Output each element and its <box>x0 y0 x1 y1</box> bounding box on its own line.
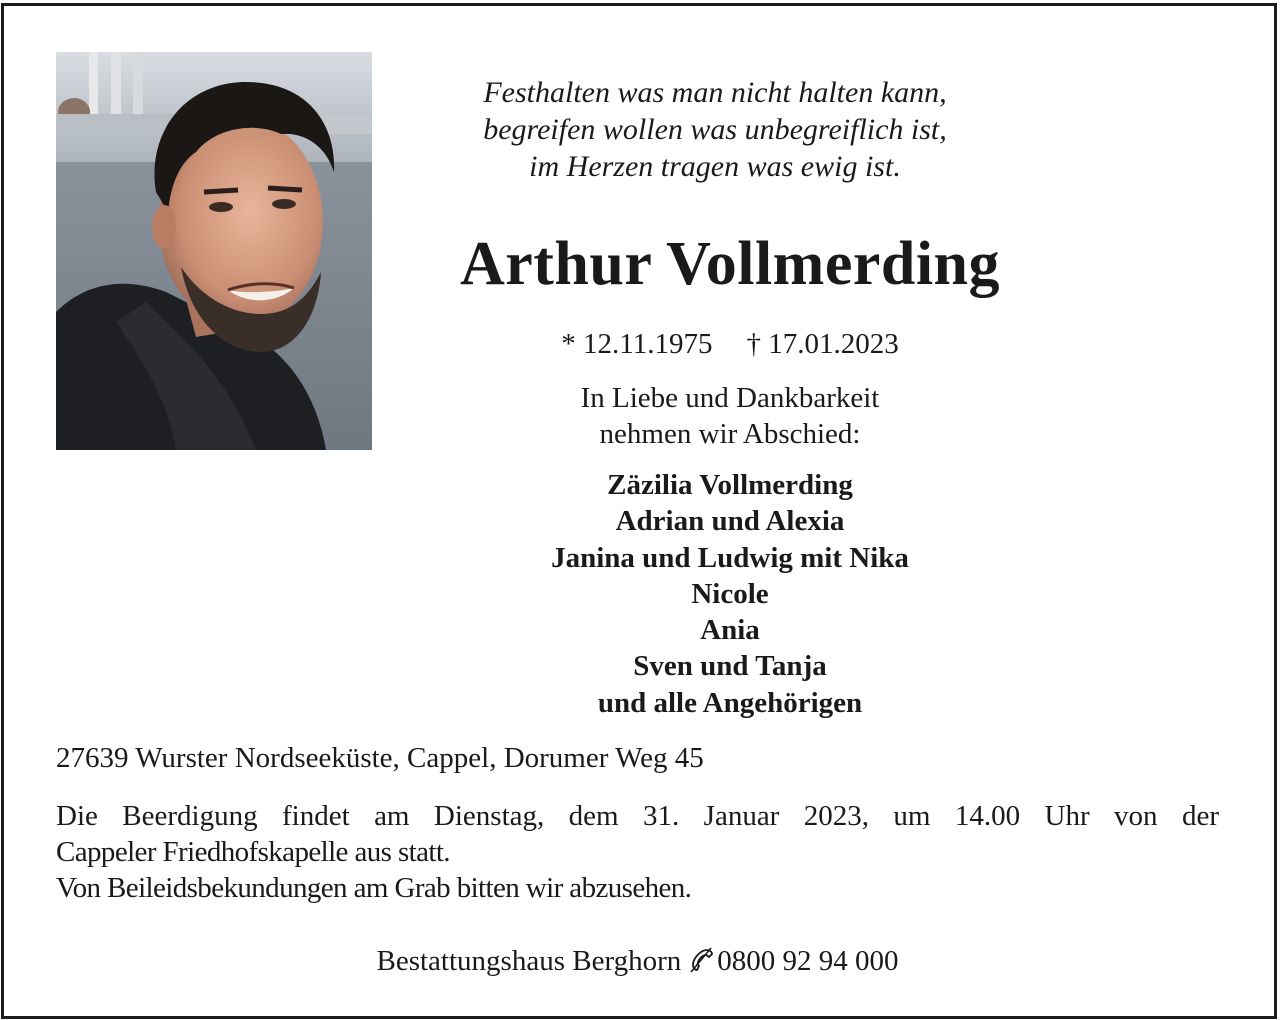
birth-date: * 12.11.1975 <box>561 328 713 360</box>
mourner-entry: Adrian und Alexia <box>615 505 845 538</box>
notice-word: Dienstag, <box>433 800 545 832</box>
family-address: 27639 Wurster Nordseeküste, Cappel, Dorumer Weg 45 <box>56 742 704 774</box>
intro-line: In Liebe und Dankbarkeit <box>580 382 880 414</box>
funeral-notice-line-1 <box>56 798 1219 834</box>
notice-word: Beerdigung <box>122 800 258 832</box>
mourner-entry: Zäzilia Vollmerding <box>607 469 853 501</box>
death-date: † 17.01.2023 <box>746 328 899 360</box>
mourners-list <box>380 467 1080 721</box>
portrait-photo <box>56 52 372 450</box>
verse-line: Festhalten was man nicht halten kann, <box>483 76 947 109</box>
notice-word: findet <box>282 800 350 832</box>
funeral-notice <box>56 798 1219 906</box>
telephone-receiver-icon <box>687 946 715 974</box>
notice-word: Januar <box>703 800 780 832</box>
notice-word: Uhr <box>1044 800 1090 832</box>
mourner-entry: Nicole <box>691 577 769 610</box>
life-dates <box>380 325 1080 363</box>
notice-word: um <box>893 800 931 832</box>
notice-word: 31. <box>643 800 680 832</box>
undertaker-contact <box>56 942 1219 980</box>
mourner-entry: Ania <box>700 614 760 647</box>
verse-line: begreifen wollen was unbegreiflich ist, <box>483 113 947 146</box>
undertaker-name: Bestattungshaus Berghorn <box>376 945 682 977</box>
undertaker-phone: 0800 92 94 000 <box>717 945 899 977</box>
deceased-name: Arthur Vollmerding <box>459 230 1001 298</box>
notice-word: am <box>374 800 410 832</box>
memorial-verse <box>380 74 1050 185</box>
intro-line: nehmen wir Abschied: <box>599 418 861 450</box>
notice-word: dem <box>568 800 619 832</box>
notice-word: von <box>1114 800 1158 832</box>
farewell-intro <box>380 380 1080 452</box>
funeral-notice-line-2: Cappeler Friedhofskapelle aus statt. <box>56 836 450 868</box>
notice-word: 14.00 <box>954 800 1021 832</box>
condolence-request: Von Beileidsbekundungen am Grab bitten wir abzusehen. <box>56 872 692 904</box>
mourner-entry: Sven und Tanja <box>633 650 827 683</box>
notice-word: 2023, <box>803 800 869 832</box>
notice-word: Die <box>56 800 98 832</box>
verse-line: im Herzen tragen was ewig ist. <box>529 150 901 183</box>
mourner-entry: Janina und Ludwig mit Nika <box>551 541 909 574</box>
mourner-entry: und alle Angehörigen <box>597 686 863 719</box>
notice-word: der <box>1181 800 1219 832</box>
